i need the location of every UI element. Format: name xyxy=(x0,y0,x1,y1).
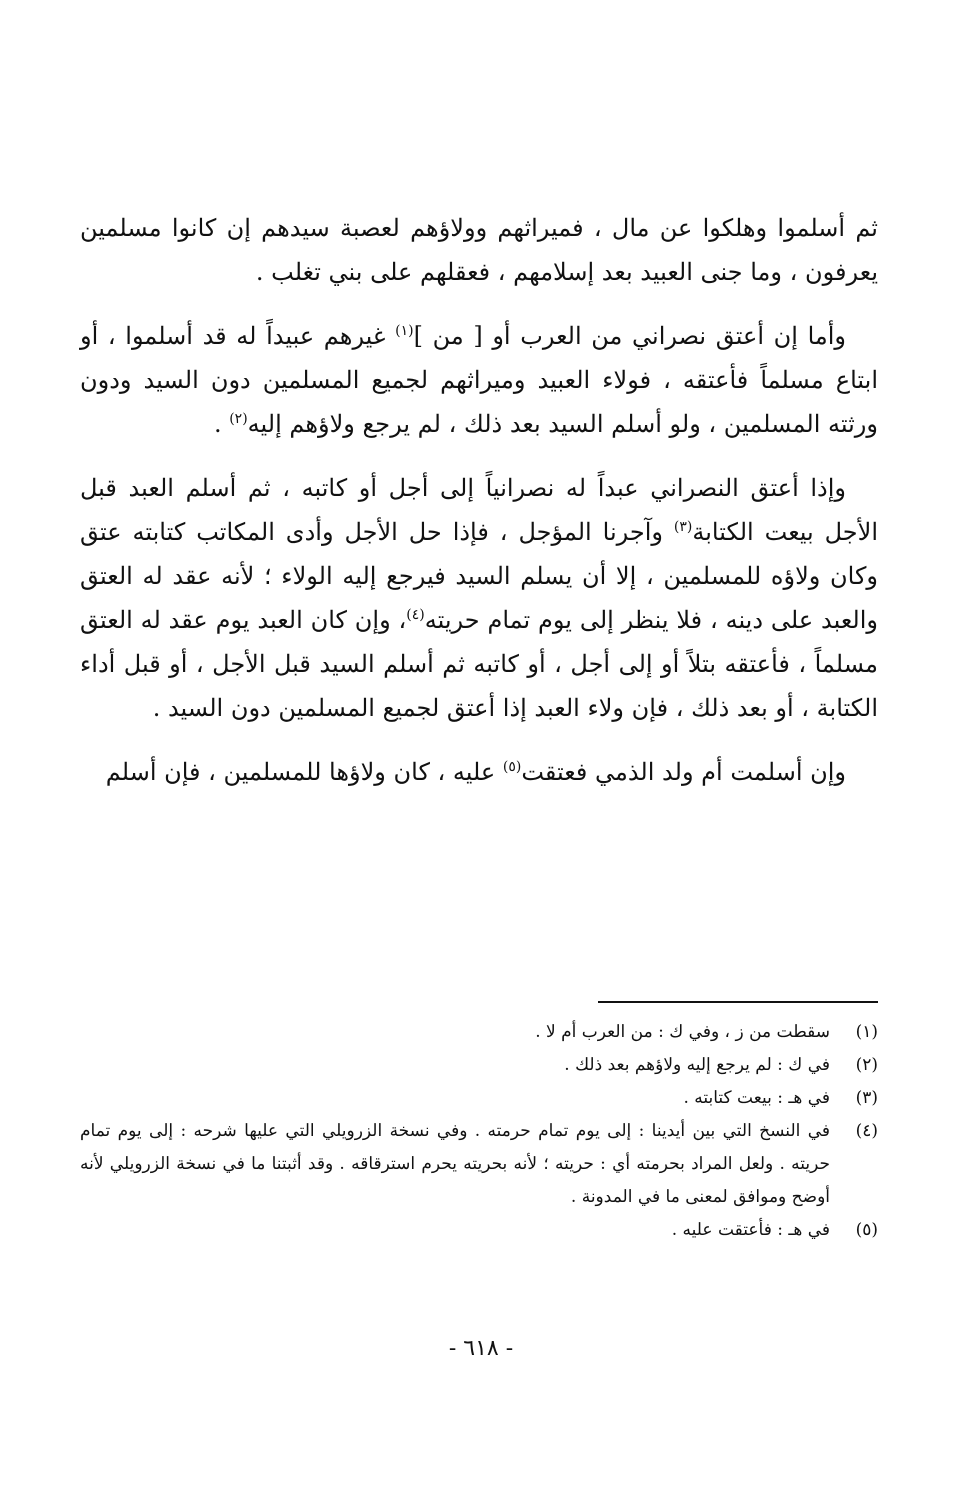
footnote-text: في ك : لم يرجع إليه ولاؤهم بعد ذلك . xyxy=(564,1055,830,1075)
footnote xyxy=(80,1115,878,1214)
footnote xyxy=(80,1049,878,1082)
footnotes xyxy=(80,1016,878,1247)
footnote-number: (٢) xyxy=(855,1055,878,1075)
footnote xyxy=(80,1016,878,1049)
paragraph-text: وإذا أعتق النصراني عبداً له نصرانياً إلى أجل أو كاتبه ، ثم أسلم العبد قبل الأجل بيعت الكتابة xyxy=(80,474,878,546)
paragraph xyxy=(80,750,878,794)
footnote-marker: (٣) xyxy=(673,519,693,535)
paragraph xyxy=(80,314,878,446)
footnote-text: سقطت من ز ، وفي ك : من العرب أم لا . xyxy=(535,1022,830,1042)
paragraph-text: وآجرنا المؤجل ، فإذا حل الأجل وأدى المكاتب كتابته عتق وكان ولاؤه للمسلمين ، إلا أن يسلم السيد فيرجع إليه الولاء ؛ لأنه عقد له العتق والعبد على دينه ، فلا ينظر إلى يوم تمام حريته xyxy=(80,518,878,634)
paragraph-text: وإن أسلمت أم ولد الذمي فعتقت xyxy=(521,758,846,786)
paragraph-text: وأما إن أعتق نصراني من العرب أو [ من ] xyxy=(413,322,846,350)
paragraph-text: . xyxy=(213,410,230,438)
footnote-separator xyxy=(598,1001,878,1003)
paragraph-text: عليه ، كان ولاؤها للمسلمين ، فإن أسلم xyxy=(105,758,503,786)
paragraph xyxy=(80,206,878,294)
footnote-marker: (١) xyxy=(395,323,414,339)
page-number: - ٦١٨ - xyxy=(448,1336,514,1361)
footnote-number: (٤) xyxy=(855,1121,878,1141)
footnote-text: في هـ : بيعت كتابته . xyxy=(683,1088,830,1108)
paragraph-text: ، وإن كان العبد يوم عقد له العتق مسلماً ، فأعتقه بتلاً أو إلى أجل ، أو كاتبه ثم أسلم السيد قبل الأجل ، أو قبل أداء الكتابة ، أو بعد ذلك ، فإن ولاء العبد إذا أعتق لجميع المسلمين دون السيد . xyxy=(80,606,878,722)
footnote-number: (٥) xyxy=(855,1220,878,1240)
footnote-text: في هـ : فأعتقت عليه . xyxy=(671,1220,830,1240)
footnote-marker: (٢) xyxy=(229,411,248,427)
footnote-marker: (٤) xyxy=(406,607,425,623)
main-text xyxy=(80,206,878,814)
footnote xyxy=(80,1082,878,1115)
paragraph-text: ثم أسلموا وهلكوا عن مال ، فميراثهم وولاؤهم لعصبة سيدهم إن كانوا مسلمين يعرفون ، وما جنى العبيد بعد إسلامهم ، فعقلهم على بني تغلب . xyxy=(80,214,878,286)
paragraph-text: غيرهم عبيداً له قد أسلموا ، أو ابتاع مسلماً فأعتقه ، فولاء العبيد وميراثهم لجميع المسلمين دون السيد ودون ورثته المسلمين ، ولو أسلم السيد بعد ذلك ، لم يرجع ولاؤهم إليه xyxy=(80,322,878,438)
footnote-number: (٣) xyxy=(855,1088,878,1108)
footnote-number: (١) xyxy=(855,1022,878,1042)
paragraph xyxy=(80,466,878,730)
footnote xyxy=(80,1214,878,1247)
footnote-text: في النسخ التي بين أيدينا : إلى يوم تمام حرمته . وفي نسخة الزرويلي التي عليها شرحه : إلى يوم تمام حريته . ولعل المراد بحرمته أي : حريته ؛ لأنه بحريته يحرم استرقاقه . وقد أثبتنا ما في نسخة الزرويلي لأنه أوضح وموافق لمعنى ما في المدونة . xyxy=(80,1121,830,1207)
footnote-marker: (٥) xyxy=(502,759,522,775)
